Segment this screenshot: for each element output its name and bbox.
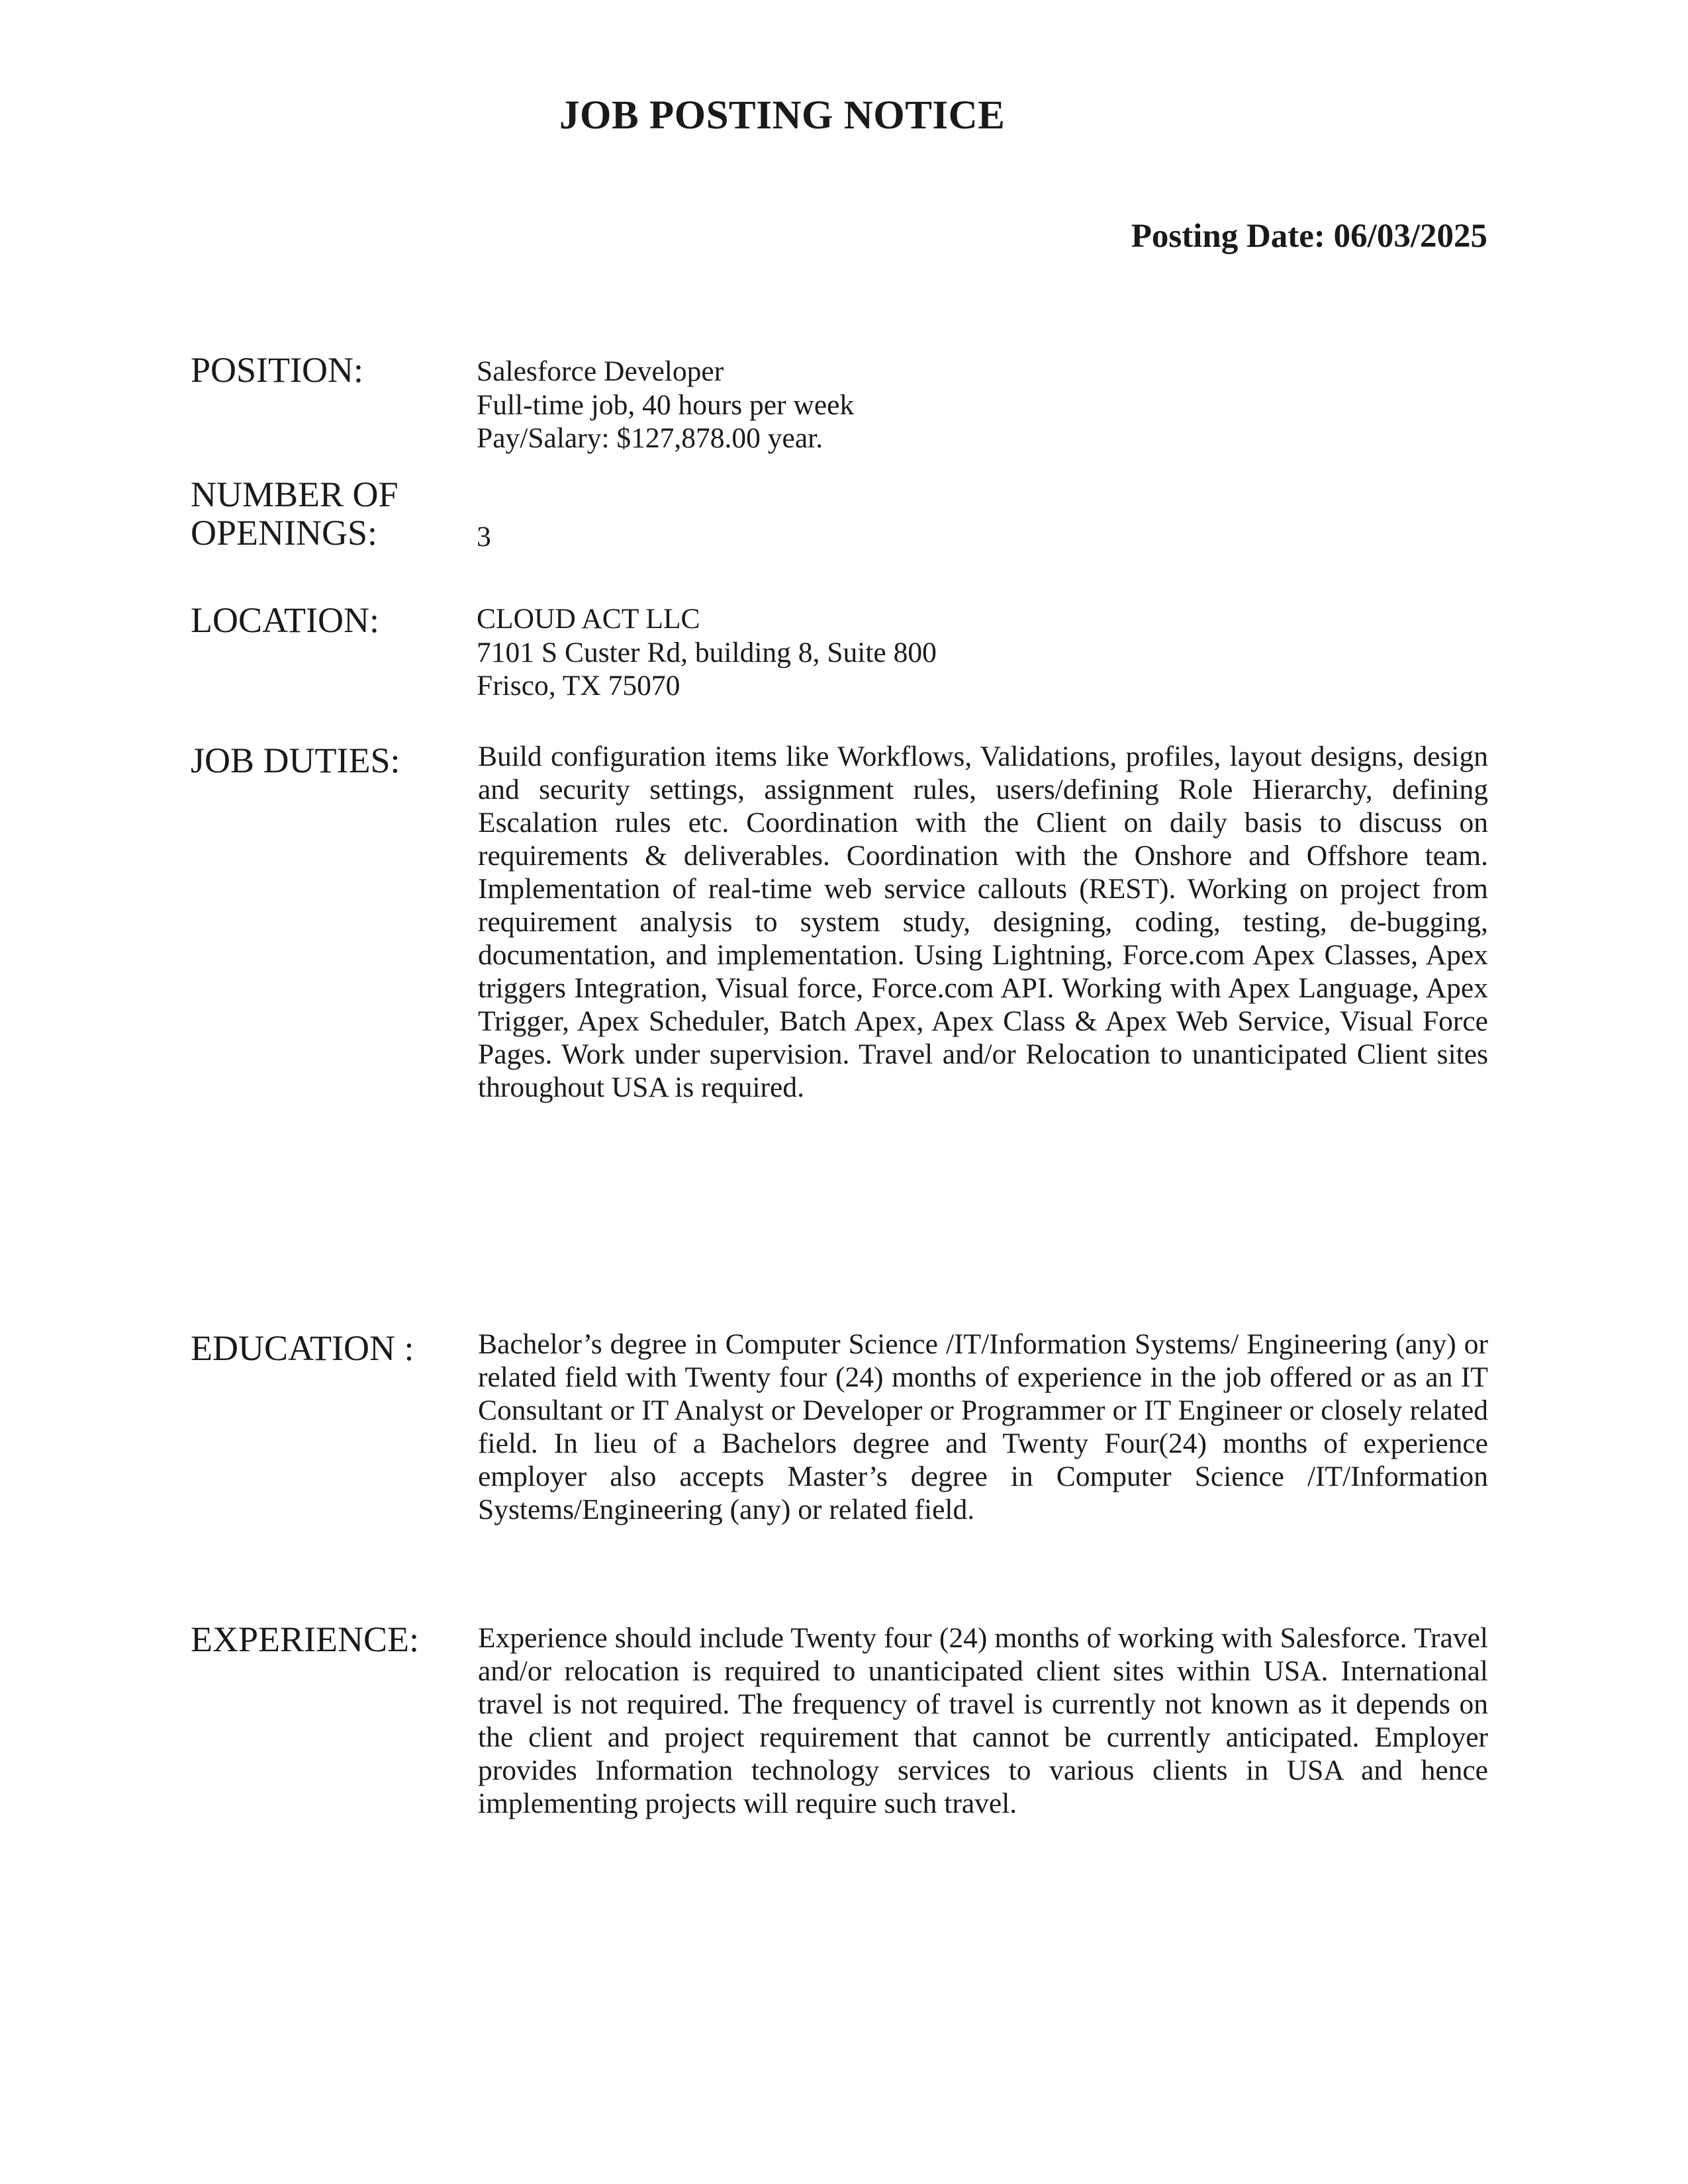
experience-text: Experience should include Twenty four (24) months of working with Salesforce. Travel and/or relocation is required to unanticipated client sites within USA. International travel is not required. The frequency of travel is currently not known as it depends on the client and project requirement that cannot be currently anticipated. Employer provides Information technology services to various clients in USA and hence implementing projects will require such travel. — [478, 1622, 1488, 1819]
position-salary: Pay/Salary: $127,878.00 year. — [477, 422, 823, 454]
openings-label-line2: OPENINGS: — [191, 513, 378, 553]
location-label: LOCATION: — [191, 600, 379, 640]
education-text: Bachelor’s degree in Computer Science /IT/Information Systems/ Engineering (any) or related field with Twenty four (24) months of experience in the job offered or as an IT Consultant or IT Analyst or Developer or Programmer or IT Engineer or closely related field. In lieu of a Bachelors degree and Twenty Four(24) months of experience employer also accepts Master’s degree in Computer Science /IT/Information Systems/Engineering (any) or related field. — [478, 1328, 1488, 1525]
position-title: Salesforce Developer — [477, 355, 724, 387]
position-hours: Full-time job, 40 hours per week — [477, 388, 855, 421]
page-title: JOB POSTING NOTICE — [559, 93, 1006, 138]
position-details — [477, 355, 854, 455]
position-label: POSITION: — [191, 350, 364, 390]
location-company: CLOUD ACT LLC — [477, 603, 700, 635]
experience-label: EXPERIENCE: — [191, 1619, 419, 1659]
job-duties-label: JOB DUTIES: — [191, 741, 400, 780]
openings-label-line1: NUMBER OF — [191, 475, 399, 514]
location-details — [477, 602, 937, 703]
posting-date: Posting Date: 06/03/2025 — [1131, 218, 1487, 255]
job-duties-text: Build configuration items like Workflows, Validations, profiles, layout designs, design and security settings, assignment rules, users/defining Role Hierarchy, defining Escalation rules etc. Coordination with the Client on daily basis to discuss on requirements & deliverables. Coordination with the Onshore and Offshore team. Implementation of real-time web service callouts (REST). Working on project from requirement analysis to system study, designing, coding, testing, de-bugging, documentation, and implementation. Using Lightning, Force.com Apex Classes, Apex triggers Integration, Visual force, Force.com API. Working with Apex Language, Apex Trigger, Apex Scheduler, Batch Apex, Apex Class & Apex Web Service, Visual Force Pages. Work under supervision. Travel and/or Relocation to unanticipated Client sites throughout USA is required. — [478, 741, 1488, 1103]
location-street: 7101 S Custer Rd, building 8, Suite 800 — [477, 636, 937, 668]
education-label: EDUCATION : — [191, 1328, 414, 1368]
location-city: Frisco, TX 75070 — [477, 670, 680, 702]
openings-value: 3 — [477, 521, 491, 553]
